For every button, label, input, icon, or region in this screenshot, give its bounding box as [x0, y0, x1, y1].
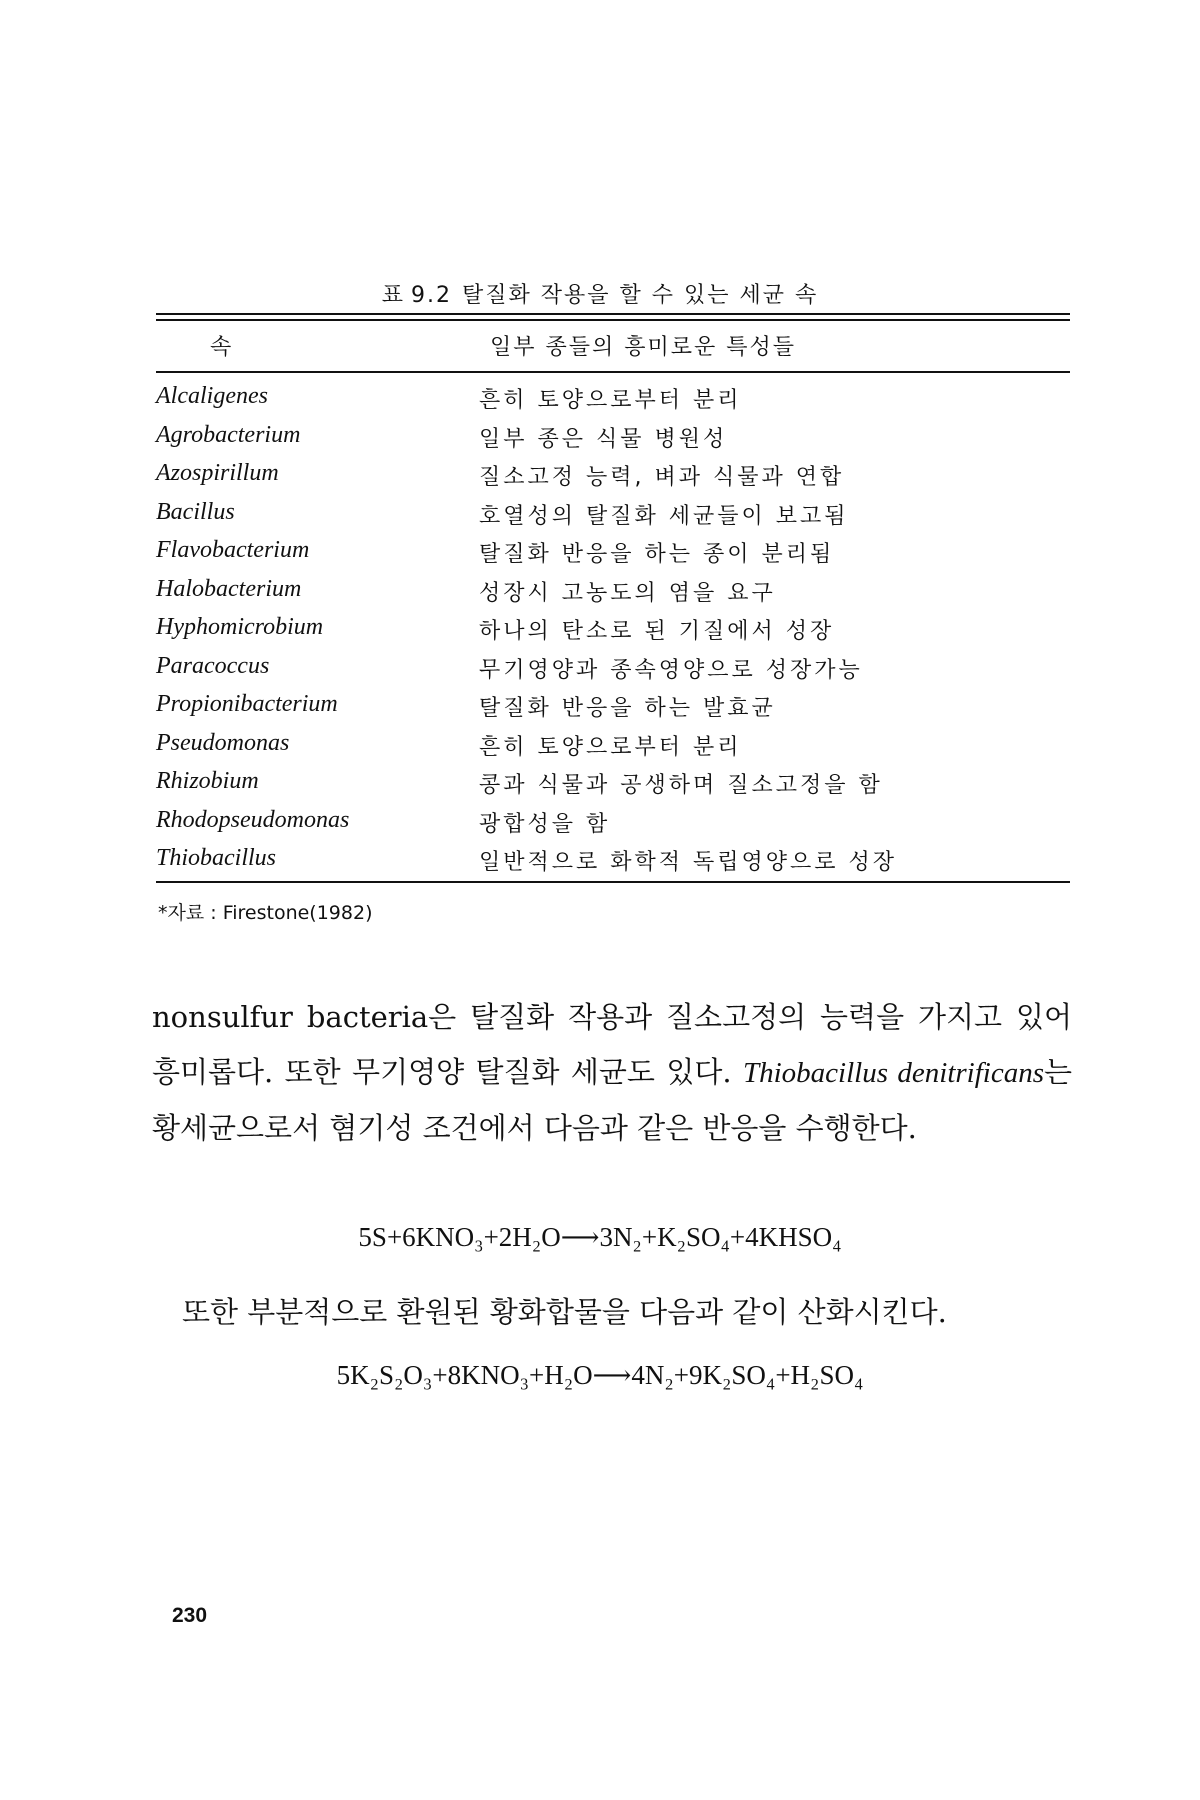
genus-characteristic: 무기영양과 종속영양으로 성장가능 — [479, 657, 863, 683]
table-row — [156, 457, 1070, 496]
page-number: 230 — [172, 1604, 208, 1627]
genus-characteristic: 하나의 탄소로 된 기질에서 성장 — [479, 619, 835, 644]
body-paragraph — [152, 990, 1072, 1156]
table-row — [156, 842, 1070, 881]
genus-characteristic: 흔히 토양으로부터 분리 — [479, 734, 742, 760]
genus-characteristic: 콩과 식물과 공생하며 질소고정을 함 — [479, 773, 883, 798]
equation-lhs: 5S+6KNO₃+2H₂O — [358, 1222, 561, 1252]
genus-name: Alcaligenes — [156, 383, 268, 409]
table-row — [156, 688, 1070, 727]
table-body — [156, 380, 1070, 881]
genus-characteristic: 광합성을 함 — [479, 811, 611, 837]
table-row — [156, 611, 1070, 650]
table-row — [156, 804, 1070, 843]
genus-name: Thiobacillus — [156, 845, 277, 871]
table-row — [156, 534, 1070, 573]
table-header-rule — [156, 371, 1070, 373]
genus-name: Rhizobium — [156, 768, 259, 794]
reaction-arrow: ⟶ — [560, 1222, 600, 1252]
reaction-equation-1 — [0, 1222, 1200, 1253]
genus-characteristic: 성장시 고농도의 염을 요구 — [479, 580, 776, 606]
equation-rhs: 4N₂+9K₂SO₄+H₂SO₄ — [631, 1360, 864, 1390]
table-caption — [0, 278, 1200, 309]
equation-rhs: 3N₂+K₂SO₄+4KHSO₄ — [599, 1222, 842, 1252]
genus-name: Paracoccus — [156, 652, 270, 679]
table-row — [156, 727, 1070, 766]
genus-characteristic: 질소고정 능력, 벼과 식물과 연합 — [479, 465, 845, 490]
genus-characteristic: 탈질화 반응을 하는 종이 분리됨 — [479, 542, 835, 567]
reaction-equation-2 — [0, 1360, 1200, 1391]
table-row — [156, 650, 1070, 689]
genus-name: Pseudomonas — [156, 729, 290, 756]
genus-name: Agrobacterium — [156, 421, 301, 448]
genus-characteristic: 호열성의 탈질화 세균들이 보고됨 — [479, 503, 849, 529]
table-bottom-rule — [156, 881, 1070, 883]
genus-name: Flavobacterium — [156, 537, 310, 563]
table-row — [156, 765, 1070, 804]
species-name: Thiobacillus denitrificans — [742, 1057, 1044, 1089]
table-row — [156, 419, 1070, 458]
genus-characteristic: 일부 종은 식물 병원성 — [479, 426, 728, 452]
paragraph-text: nonsulfur bacteria은 탈질화 작용과 질소고정의 능력을 가지고 있어 흥미롭다. 또한 무기영양 탈질화 세균도 있다. — [152, 1000, 1072, 1089]
table-top-rule-inner — [156, 319, 1070, 321]
genus-characteristic: 흔히 토양으로부터 분리 — [479, 388, 742, 413]
genus-characteristic: 일반적으로 화학적 독립영양으로 성장 — [479, 850, 898, 875]
column-header-characteristics: 일부 종들의 흥미로운 특성들 — [490, 335, 797, 360]
reaction-arrow: ⟶ — [592, 1360, 632, 1390]
paragraph-text-continued: 는 황세균으로서 혐기성 조건에서 다음과 같은 반응을 수행한다. — [152, 1055, 1073, 1145]
genus-name: Bacillus — [156, 498, 235, 525]
table-row — [156, 573, 1070, 612]
column-header-genus: 속 — [210, 335, 232, 360]
equation-lhs: 5K₂S₂O₃+8KNO₃+H₂O — [336, 1360, 593, 1390]
body-line: 또한 부분적으로 환원된 황화합물을 다음과 같이 산화시킨다. — [182, 1295, 947, 1329]
table-row — [156, 380, 1070, 419]
genus-characteristic: 탈질화 반응을 하는 발효균 — [479, 696, 776, 721]
table-caption-number: 9.2 — [411, 283, 452, 308]
genus-name: Halobacterium — [156, 575, 302, 602]
table-caption-prefix: 표 — [381, 283, 405, 308]
genus-name: Propionibacterium — [156, 691, 338, 717]
table-source-note: *자료 : Firestone(1982) — [158, 902, 373, 924]
genus-name: Rhodopseudomonas — [156, 806, 350, 833]
table-caption-text: 탈질화 작용을 할 수 있는 세균 속 — [462, 283, 819, 308]
genus-name: Azospirillum — [156, 460, 279, 486]
genus-name: Hyphomicrobium — [156, 614, 324, 640]
table-top-rule — [156, 313, 1070, 315]
table-row — [156, 496, 1070, 535]
